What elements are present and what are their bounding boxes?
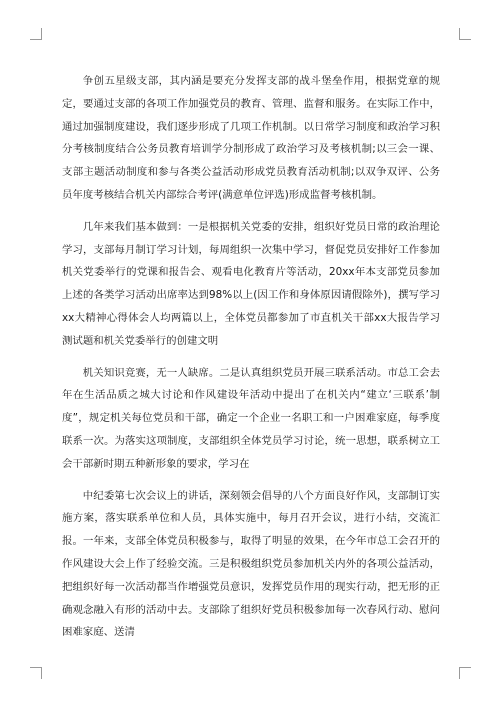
paragraph-3: 机关知识竞赛，无一人缺席。二是认真组织党员开展三联系活动。市总工会去年在生活品质之城大讨论和作风建设年活动中提出了在机关内“建立‘三联系’制度”，规定机关每位党员和干部，确定一个企业一名职工和一户困难家庭，每季度联系一次。为落实这项制度，支部组织全体党员学习讨论，统一思想，联系树立工会干部新时期五种新形象的要求，学习在 (62, 366, 440, 470)
crop-mark-bottom-right (459, 667, 471, 679)
paragraph-2: 几年来我们基本做到：一是根据机关党委的安排，组织好党员日常的政治理论学习，支部每月制订学习计划，每周组织一次集中学习，督促党员安排好工作参加机关党委举行的党课和报告会、观看电化教育片等活动，20xx年本支部党员参加上述的各类学习活动出席率达到98%以上(因工作和身体原因请假除外)，撰写学习xx大精神心得体会人均两篇以上，全体党员都参加了市直机关干部xx大报告学习测试题和机关党委举行的创建文明 (62, 220, 440, 347)
crop-mark-top-right (459, 28, 471, 40)
document-body (62, 70, 440, 653)
paragraph-4: 中纪委第七次会议上的讲话，深刻领会倡导的八个方面良好作风，支部制订实施方案，落实联系单位和人员，具体实施中，每月召开会议，进行小结，交流汇报。一年来，支部全体党员积极参与，取得了明显的效果，在今年市总工会召开的作风建设大会上作了经验交流。三是积极组织党员参加机关内外的各项公益活动，把组织好每一次活动都当作增强党员意识，发挥党员作用的现实行动，把无形的正确观念融入有形的活动中去。支部除了组织好党员积极参加每一次春风行动、慰问困难家庭、送清 (62, 489, 440, 639)
crop-mark-bottom-left (30, 667, 42, 679)
paragraph-1: 争创五星级支部，其内涵是要充分发挥支部的战斗堡垒作用，根据党章的规定，要通过支部的各项工作加强党员的教育、管理、监督和服务。在实际工作中，通过加强制度建设，我们逐步形成了几项工作机制。以日常学习制度和政治学习积分考核制度结合公务员教育培训学分制形成了政治学习及考核机制;以三会一课、支部主题活动制度和参与各类公益活动形成党员教育活动机制;以双争双评、公务员年度考核结合机关内部综合考评(满意单位评选)形成监督考核机制。 (62, 75, 440, 201)
crop-mark-top-left (30, 28, 42, 40)
